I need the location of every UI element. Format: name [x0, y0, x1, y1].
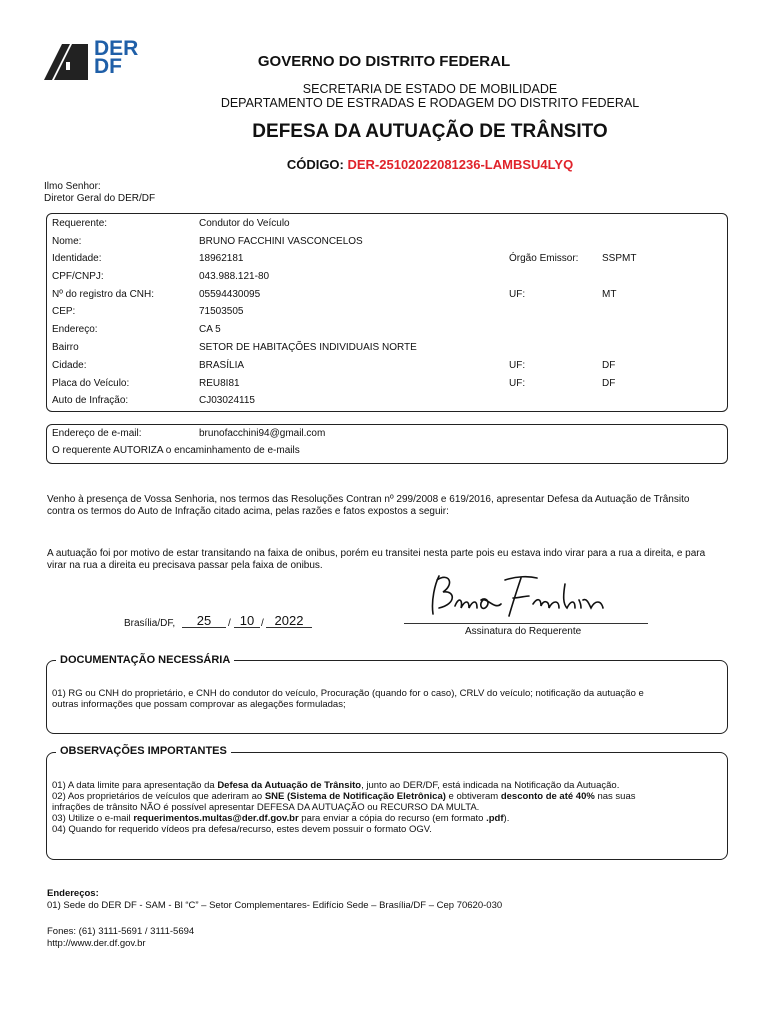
orgao-value: SSPMT [602, 253, 637, 264]
date-month: 10 [234, 614, 260, 628]
identidade-label: Identidade: [52, 253, 102, 264]
nome-value: BRUNO FACCHINI VASCONCELOS [199, 236, 363, 247]
date-slash-1: / [228, 618, 231, 629]
cnh-value: 05594430095 [199, 289, 261, 300]
footer-contacts: Fones: (61) 3111-5691 / 3111-5694 http://www.der.df.gov.br [47, 926, 195, 949]
cep-label: CEP: [52, 306, 76, 317]
identidade-value: 18962181 [199, 253, 244, 264]
footer-site-link: http://www.der.df.gov.br [47, 937, 146, 949]
date-day: 25 [182, 614, 226, 628]
obs-email-link: requerimentos.multas@der.df.gov.br [133, 813, 299, 824]
email-box [46, 424, 728, 464]
signature-label: Assinatura do Requerente [465, 626, 582, 637]
cpf-value: 043.988.121-80 [199, 271, 270, 282]
auto-value: CJ03024115 [199, 395, 255, 406]
docs-title: DOCUMENTAÇÃO NECESSÁRIA [56, 654, 234, 666]
cidade-uf-label: UF: [509, 360, 526, 371]
requester-info-box [46, 213, 728, 412]
document-title: DEFESA DA AUTUAÇÃO DE TRÂNSITO [252, 121, 608, 142]
cnh-label: Nº do registro da CNH: [52, 289, 155, 300]
document-code: CÓDIGO: DER-25102022081236-LAMBSU4LYQ [286, 157, 574, 172]
signature-line [404, 623, 648, 624]
handwritten-signature-icon [425, 570, 615, 626]
date-city: Brasília/DF, [124, 618, 176, 629]
bairro-label: Bairro [52, 342, 79, 353]
requerente-label: Requerente: [52, 218, 108, 229]
placa-uf-value: DF [602, 378, 616, 389]
reason-paragraph: A autuação foi por motivo de estar transitando na faixa de onibus, porém eu transitei nesta parte pois eu estava indo virar para a rua a direita, e para virar na rua a direita eu precisava passar pela faixa de onibus. [47, 548, 706, 571]
orgao-label: Órgão Emissor: [509, 253, 579, 264]
placa-uf-label: UF: [509, 378, 526, 389]
obs-text: 01) A data limite para apresentação da Defesa da Autuação de Trânsito, junto ao DER/DF, está indicada na Notificação da Autuação. 02) Aos proprietários de veículos que aderiram ao SNE (Sistema de Notificação Eletrônica) e obtiveram desconto de até 40% nas suas infrações de trânsito NÃO é possível apresentar DEFESA DA AUTUAÇÃO ou RECURSO DA MULTA. 03) Utilize o e-mail requerimentos.multas@der.df.gov.br para enviar a cópia do recurso (em formato .pdf). 04) Quando for requerido vídeos pra defesa/recurso, estes devem possuir o formato OGV. [52, 780, 636, 835]
nome-label: Nome: [52, 236, 82, 247]
auto-label: Auto de Infração: [52, 395, 129, 406]
cpf-label: CPF/CNPJ: [52, 271, 104, 282]
endereco-value: CA 5 [199, 324, 221, 335]
logo-text: DER DF [94, 37, 139, 78]
intro-paragraph: Venho à presença de Vossa Senhoria, nos termos das Resoluções Contran nº 299/2008 e 619/2016, apresentar Defesa da Autuação de Trânsito contra os termos do Auto de Infração citado acima, pelas razões e fatos expostos a seguir: [47, 494, 690, 517]
placa-value: REU8I81 [199, 378, 240, 389]
date-slash-2: / [261, 618, 264, 629]
bairro-value: SETOR DE HABITAÇÕES INDIVIDUAIS NORTE [199, 342, 417, 353]
endereco-label: Endereço: [52, 324, 98, 335]
obs-title: OBSERVAÇÕES IMPORTANTES [56, 745, 231, 757]
docs-text: 01) RG ou CNH do proprietário, e CNH do condutor do veículo, Procuração (quando for o caso), CRLV do veículo; notificação da autuação e outras informações que possam comprovar as alegações formuladas; [52, 688, 644, 710]
placa-label: Placa do Veículo: [52, 378, 130, 389]
cnh-uf-value: MT [602, 289, 617, 300]
requerente-value: Condutor do Veículo [199, 218, 290, 229]
cidade-label: Cidade: [52, 360, 87, 371]
footer-addresses: Endereços: 01) Sede do DER DF - SAM - Bl “C” – Setor Complementares- Edifício Sede – Brasília/DF – Cep 70620-030 [47, 888, 503, 911]
cnh-uf-label: UF: [509, 289, 526, 300]
code-value: DER-25102022081236-LAMBSU4LYQ [347, 157, 574, 172]
cidade-value: BRASÍLIA [199, 360, 245, 371]
date-year: 2022 [266, 614, 312, 628]
cidade-uf-value: DF [602, 360, 616, 371]
email-value: brunofacchini94@gmail.com [199, 428, 326, 439]
email-authorization: O requerente AUTORIZA o encaminhamento de e-mails [52, 445, 300, 456]
government-heading: GOVERNO DO DISTRITO FEDERAL [257, 53, 511, 70]
addressee: Ilmo Senhor: Diretor Geral do DER/DF [44, 181, 156, 204]
email-label: Endereço de e-mail: [52, 428, 142, 439]
cep-value: 71503505 [199, 306, 244, 317]
department-heading: SECRETARIA DE ESTADO DE MOBILIDADE DEPARTAMENTO DE ESTRADAS E RODAGEM DO DISTRITO FEDERAL [220, 82, 640, 110]
